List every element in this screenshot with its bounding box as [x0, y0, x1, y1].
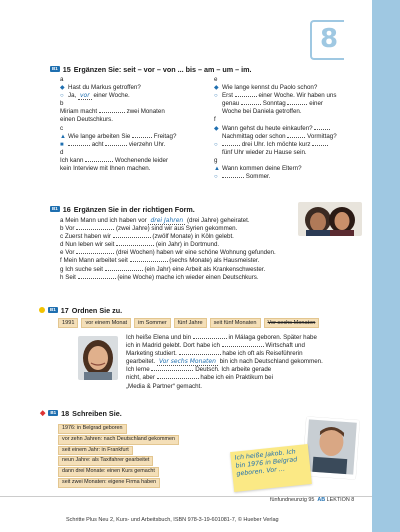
item-letter: d	[60, 148, 64, 156]
handwritten-note: Ich heiße Jakob. Ich bin 1976 in Belgrad geboren. Vor …	[230, 444, 312, 492]
item-letter: c	[60, 233, 64, 241]
sentence-text: in Málaga geboren. Später habe	[228, 334, 317, 341]
sentence-text: Mein Mann arbeitet seit	[63, 257, 128, 265]
answer-blank[interactable]	[179, 354, 221, 355]
sentence-text: nicht, aber	[126, 374, 155, 382]
answer-blank[interactable]	[222, 346, 264, 347]
answer-text: vierzehn Uhr.	[128, 140, 166, 148]
answer-blank[interactable]	[151, 370, 193, 371]
couple-photo	[298, 202, 362, 236]
answer-blank[interactable]	[105, 145, 127, 146]
speaker-circle-icon: ○	[60, 93, 64, 100]
bio-fact: 1976: in Belgrad geboren	[58, 424, 127, 434]
answer-text: drei Uhr. Ich möchte kurz	[241, 140, 311, 148]
sentence-text: einen Deutschkurs.	[60, 116, 113, 124]
question-text: Vormittag?	[307, 132, 337, 140]
answer-blank[interactable]	[116, 245, 154, 246]
answer-text: genau	[222, 100, 240, 108]
bio-facts-list	[58, 424, 208, 489]
word-bank	[58, 318, 319, 328]
sentence-text: kein Interview mit Ihnen machen.	[60, 165, 151, 173]
sentence-text: ich in Madrid gelebt. Dort habe ich	[126, 342, 220, 350]
answer-blank[interactable]	[76, 229, 114, 230]
item-letter: g	[60, 265, 64, 273]
page-number: 95	[308, 497, 315, 503]
answer-blank[interactable]	[76, 253, 114, 254]
publisher-credit: Schritte Plus Neu 2, Kurs- und Arbeitsbuch, ISBN 978-3-19-601081-7, © Hueber Verlag	[66, 517, 279, 523]
jakob-photo	[302, 416, 360, 480]
sentence-text: Ich heiße Elena und bin	[126, 334, 192, 341]
sentence-text: Marketing studiert.	[126, 350, 177, 358]
answer-blank[interactable]: Vor sechs Monaten	[158, 358, 216, 366]
exercise-17-text	[126, 334, 362, 391]
exercise-15-right-column	[214, 76, 364, 181]
exercise-number: 15	[62, 64, 71, 74]
sentence-text: Ich suche seit	[65, 265, 104, 273]
sentence-text: Mein Mann und ich haben vor	[65, 217, 147, 224]
word-chip[interactable]: seit fünf Monaten	[210, 318, 261, 328]
speaker-square-icon: ■	[60, 141, 64, 148]
difficulty-diamond-icon: ◆	[40, 410, 46, 417]
answer-blank[interactable]	[157, 378, 199, 379]
answer-text: fünf Uhr wieder zu Hause sein.	[222, 148, 307, 156]
sentence-text: (drei Jahre) geheiratet.	[186, 217, 250, 224]
exercise-17	[50, 305, 370, 315]
answer-text: Ja,	[68, 92, 77, 100]
answer-blank[interactable]: drei Jahren	[150, 217, 184, 224]
exercise-number: 17	[60, 305, 69, 315]
item-letter: a	[60, 76, 64, 83]
item-letter: g	[214, 156, 218, 164]
question-text: Nachmittag oder schon	[222, 132, 286, 140]
sentence-text: Wirtschaft und	[265, 342, 305, 350]
item-letter: f	[60, 257, 62, 265]
sentence-text: (zwölf Monate) in Köln gelebt.	[152, 233, 234, 241]
sentence-text: Vor	[65, 225, 75, 233]
ab-label: AB	[317, 497, 326, 503]
bio-fact: seit zwei Monaten: eigene Firma haben	[58, 478, 160, 488]
word-chip[interactable]: fünf Jahre	[174, 318, 207, 328]
item-letter: e	[60, 249, 64, 257]
item-letter: a	[60, 217, 64, 224]
sentence-text: (zwei Jahre) sind wir aus Syrien gekommen.	[115, 225, 238, 233]
sentence-text: Deutsch. Ich arbeite gerade	[195, 366, 272, 374]
answer-text: einer	[309, 100, 323, 108]
answer-text: einer Woche.	[93, 92, 130, 100]
speaker-diamond-icon: ◆	[214, 125, 219, 132]
level-badge: B1	[50, 307, 56, 312]
answer-blank[interactable]	[78, 278, 116, 279]
answer-blank[interactable]	[241, 104, 261, 105]
sentence-text: Wochenende leider	[114, 156, 169, 164]
bio-fact: dann drei Monate: einen Kurs gemacht	[58, 467, 159, 477]
word-chip[interactable]: vor einem Monat	[81, 318, 131, 328]
answer-blank[interactable]	[312, 145, 328, 146]
answer-blank[interactable]: vor	[80, 92, 90, 100]
bio-fact: neun Jahre: als Taxifahrer gearbeitet	[58, 456, 153, 466]
answer-blank[interactable]	[287, 137, 305, 138]
speaker-diamond-icon: ◆	[214, 85, 219, 92]
level-badge: B1	[52, 66, 58, 71]
level-badge: B1	[50, 410, 57, 415]
exercise-number: 18	[61, 408, 70, 418]
sentence-text: Miriam macht	[60, 108, 98, 116]
exercise-15	[50, 64, 370, 74]
question-text: Wie lange kennst du Paolo schon?	[222, 84, 318, 92]
lesson-label: LEKTION 8	[326, 497, 355, 503]
sentence-text: habe ich oft als Reiseführerin	[222, 350, 303, 358]
page-number-word: fünfundneunzig	[270, 497, 307, 503]
item-letter: b	[60, 100, 64, 108]
speaker-circle-icon: ○	[214, 141, 218, 148]
sentence-text: (ein Jahr) in Dortmund.	[155, 241, 220, 249]
answer-text: acht	[91, 140, 104, 148]
speaker-circle-icon: ○	[214, 93, 218, 100]
sentence-text: (sechs Monate) als Hausmeister.	[169, 257, 260, 265]
answer-blank[interactable]	[68, 145, 90, 146]
answer-text: Sommer.	[245, 173, 271, 181]
exercise-15-left-column	[60, 76, 210, 173]
sentence-text: Nun leben wir seit	[65, 241, 115, 249]
answer-text: Sonntag	[262, 100, 286, 108]
word-chip-used[interactable]: Vor sechs Monaten	[264, 318, 320, 328]
question-text: Wann kommen deine Eltern?	[222, 165, 302, 173]
question-text: Hast du Markus getroffen?	[68, 84, 141, 92]
answer-blank[interactable]	[130, 261, 168, 262]
answer-blank[interactable]	[132, 137, 152, 138]
item-letter: e	[214, 76, 218, 83]
sentence-text: Ich kann	[60, 156, 84, 164]
level-badge: B1	[52, 206, 58, 211]
answer-blank[interactable]	[287, 104, 307, 105]
sentence-text: gearbeitet.	[126, 358, 156, 366]
question-text: Wie lange arbeiten Sie	[68, 132, 131, 140]
speaker-triangle-icon: ▲	[60, 133, 66, 140]
exercise-17-header	[50, 305, 370, 315]
exercise-title: Ergänzen Sie: seit – vor – von ... bis – am – um – im.	[73, 64, 252, 74]
answer-blank[interactable]	[235, 96, 257, 97]
exercise-15-header	[50, 64, 370, 74]
sentence-text: bin ich nach Deutschland gekommen.	[219, 358, 323, 366]
elena-photo	[78, 336, 118, 380]
exercise-title: Ergänzen Sie in der richtigen Form.	[73, 204, 195, 214]
sentence-text: zwei Monaten	[126, 108, 165, 116]
sentence-text: Zuerst haben wir	[64, 233, 111, 241]
question-text: Wann gehst du heute einkaufen?	[222, 124, 313, 132]
speaker-diamond-icon: ◆	[60, 85, 65, 92]
answer-blank[interactable]	[113, 237, 151, 238]
item-letter: f	[214, 116, 216, 124]
sentence-text: habe ich ein Praktikum bei	[200, 374, 273, 382]
answer-blank[interactable]	[99, 112, 125, 113]
item-letter: d	[60, 241, 64, 249]
difficulty-circle-icon	[39, 307, 45, 313]
page-footer	[270, 497, 354, 503]
exercise-number: 16	[62, 204, 71, 214]
speaker-circle-icon: ○	[214, 174, 218, 181]
word-chip[interactable]: im Sommer	[134, 318, 171, 328]
item-letter: h	[60, 273, 64, 281]
exercise-title: Schreiben Sie.	[72, 408, 122, 418]
chapter-sidebar	[372, 0, 400, 532]
answer-text: Woche bei Daniela getroffen.	[222, 108, 302, 116]
word-chip[interactable]: 1991	[58, 318, 78, 328]
answer-blank[interactable]	[105, 270, 143, 271]
answer-blank[interactable]	[193, 338, 227, 339]
chapter-tab-number: 8	[319, 24, 339, 54]
answer-blank[interactable]	[222, 177, 244, 178]
answer-text: einer Woche. Wir haben uns	[258, 92, 337, 100]
exercise-title: Ordnen Sie zu.	[71, 305, 123, 315]
sentence-text: Ich lerne	[126, 366, 150, 374]
item-letter: c	[60, 124, 64, 132]
bio-fact: seit einem Jahr: in Frankfurt	[58, 446, 133, 456]
sentence-text: (eine Woche) mache ich wieder einen Deutschkurs.	[117, 273, 259, 281]
answer-blank[interactable]	[222, 145, 240, 146]
speaker-triangle-icon: ▲	[214, 166, 220, 173]
sentence-text: (ein Jahr) eine Arbeit als Krankenschwester.	[144, 265, 266, 273]
sentence-text: „Media & Partner“ gemacht.	[126, 382, 202, 390]
bio-fact: vor zehn Jahren: nach Deutschland gekommen	[58, 435, 179, 445]
sentence-text: Vor	[65, 249, 75, 257]
sentence-text: (drei Wochen) haben wir eine schöne Wohnung gefunden.	[115, 249, 276, 257]
item-letter: b	[60, 225, 64, 233]
answer-blank[interactable]	[85, 161, 113, 162]
answer-text: Erst	[222, 92, 234, 100]
question-text: Freitag?	[153, 132, 177, 140]
sentence-text: Seit	[65, 273, 76, 281]
answer-blank[interactable]	[314, 129, 330, 130]
